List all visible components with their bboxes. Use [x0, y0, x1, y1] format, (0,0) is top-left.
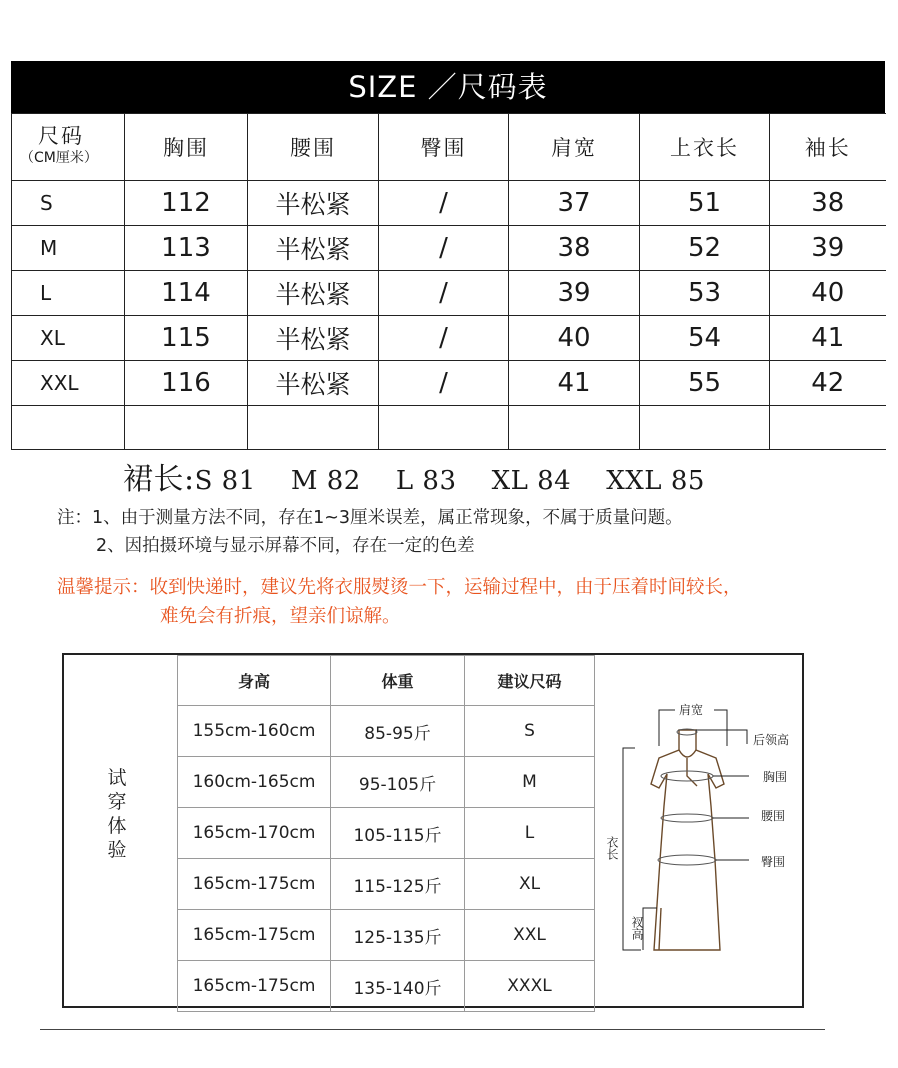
- skirt-length-m: M 82: [290, 466, 361, 496]
- fitting-table: [177, 655, 595, 1012]
- header-weight: 体重: [331, 656, 465, 706]
- waist-line: [661, 814, 713, 822]
- table-row: [12, 181, 886, 226]
- cell-waist: 半松紧: [248, 271, 379, 316]
- cell-chest: 114: [125, 271, 248, 316]
- cell-shoulder: 37: [509, 181, 640, 226]
- cell-top-length: 53: [640, 271, 770, 316]
- diagram-label-length: 衣长: [605, 836, 619, 860]
- hip-line: [658, 855, 716, 865]
- table-row: [12, 361, 886, 406]
- cell-shoulder: 40: [509, 316, 640, 361]
- diagram-label-slit: 衩高: [630, 916, 644, 940]
- diagram-label-chest: 胸围: [763, 770, 788, 784]
- cell-suggested-size: XL: [465, 859, 595, 910]
- skirt-length-l: L 83: [395, 466, 457, 496]
- cell-chest: 115: [125, 316, 248, 361]
- cell-height: 155cm-160cm: [178, 706, 331, 757]
- fitting-table-header: [178, 656, 595, 706]
- table-row: [178, 910, 595, 961]
- header-hip: 臀围: [379, 114, 509, 181]
- header-waist: 腰围: [248, 114, 379, 181]
- skirt-length-s: S 81: [194, 466, 256, 496]
- cell-chest: 112: [125, 181, 248, 226]
- table-row: [178, 961, 595, 1012]
- cell-top-length: 52: [640, 226, 770, 271]
- cell-sleeve: 38: [770, 181, 886, 226]
- cell-suggested-size: XXXL: [465, 961, 595, 1012]
- cell-sleeve: 39: [770, 226, 886, 271]
- cell-suggested-size: M: [465, 757, 595, 808]
- cell-top-length: 55: [640, 361, 770, 406]
- cell-waist: 半松紧: [248, 181, 379, 226]
- table-row: [178, 706, 595, 757]
- cell-chest: 116: [125, 361, 248, 406]
- tip-line-1: 温馨提示：收到快递时，建议先将衣服熨烫一下，运输过程中，由于压着时间较长，: [57, 577, 742, 598]
- cell-shoulder: 39: [509, 271, 640, 316]
- diagram-label-waist: 腰围: [761, 809, 786, 823]
- header-size-unit: （CM厘米）: [20, 150, 98, 166]
- neck-leader: [696, 730, 747, 744]
- table-row-empty: [12, 406, 886, 450]
- cell-hip: /: [379, 226, 509, 271]
- diagram-label-hip: 臀围: [761, 855, 786, 869]
- cell-size: XL: [12, 316, 125, 361]
- table-row: [12, 271, 886, 316]
- cell-waist: 半松紧: [248, 226, 379, 271]
- header-size: 尺码 （CM厘米）: [12, 114, 125, 181]
- cell-waist: 半松紧: [248, 361, 379, 406]
- skirt-length-line: [123, 454, 705, 498]
- cell-suggested-size: XXL: [465, 910, 595, 961]
- tip-line-2: 难免会有折痕，望亲们谅解。: [160, 606, 401, 627]
- header-height: 身高: [178, 656, 331, 706]
- cell-size: S: [12, 181, 125, 226]
- skirt-length-label: 裙长:: [123, 462, 195, 497]
- cell-hip: /: [379, 181, 509, 226]
- cell-size: M: [12, 226, 125, 271]
- table-row: [12, 226, 886, 271]
- size-chart-banner: [11, 61, 885, 113]
- cell-top-length: 54: [640, 316, 770, 361]
- cell-top-length: 51: [640, 181, 770, 226]
- qipao-measurement-diagram: [597, 688, 802, 968]
- cell-height: 165cm-170cm: [178, 808, 331, 859]
- table-row: [178, 859, 595, 910]
- cell-weight: 115-125斤: [331, 859, 465, 910]
- cell-chest: 113: [125, 226, 248, 271]
- diagram-label-shoulder: 肩宽: [679, 703, 704, 717]
- cell-sleeve: 40: [770, 271, 886, 316]
- cell-weight: 95-105斤: [331, 757, 465, 808]
- cell-weight: 135-140斤: [331, 961, 465, 1012]
- table-row: [12, 316, 886, 361]
- skirt-length-xxl: XXL 85: [606, 466, 705, 496]
- cell-hip: /: [379, 316, 509, 361]
- size-chart-title: SIZE ／尺码表: [348, 70, 548, 104]
- cell-shoulder: 38: [509, 226, 640, 271]
- cell-waist: 半松紧: [248, 316, 379, 361]
- header-suggested-size: 建议尺码: [465, 656, 595, 706]
- cell-height: 165cm-175cm: [178, 910, 331, 961]
- header-sleeve: 袖长: [770, 114, 886, 181]
- cell-weight: 85-95斤: [331, 706, 465, 757]
- cell-height: 165cm-175cm: [178, 961, 331, 1012]
- shoulder-leader: [659, 710, 675, 746]
- fitting-side-label: 试 穿 体 验: [107, 767, 127, 861]
- note-line-2: 2、因拍摄环境与显示屏幕不同，存在一定的色差: [96, 536, 475, 556]
- cell-size: L: [12, 271, 125, 316]
- cell-size: XXL: [12, 361, 125, 406]
- cell-sleeve: 42: [770, 361, 886, 406]
- cell-shoulder: 41: [509, 361, 640, 406]
- cell-height: 160cm-165cm: [178, 757, 331, 808]
- cell-suggested-size: S: [465, 706, 595, 757]
- cell-hip: /: [379, 271, 509, 316]
- size-table: [11, 113, 886, 450]
- header-top-length: 上衣长: [640, 114, 770, 181]
- cell-suggested-size: L: [465, 808, 595, 859]
- cell-weight: 125-135斤: [331, 910, 465, 961]
- cell-hip: /: [379, 361, 509, 406]
- cell-sleeve: 41: [770, 316, 886, 361]
- divider: [40, 1029, 825, 1030]
- table-row: [178, 808, 595, 859]
- diagram-label-neck: 后领高: [753, 733, 790, 747]
- header-chest: 胸围: [125, 114, 248, 181]
- size-table-header: [12, 114, 886, 181]
- cell-weight: 105-115斤: [331, 808, 465, 859]
- skirt-length-xl: XL 84: [491, 466, 572, 496]
- table-row: [178, 757, 595, 808]
- header-shoulder: 肩宽: [509, 114, 640, 181]
- cell-height: 165cm-175cm: [178, 859, 331, 910]
- note-line-1: 注：1、由于测量方法不同，存在1~3厘米误差，属正常现象，不属于质量问题。: [57, 508, 683, 528]
- dress-outline-icon: [651, 730, 724, 950]
